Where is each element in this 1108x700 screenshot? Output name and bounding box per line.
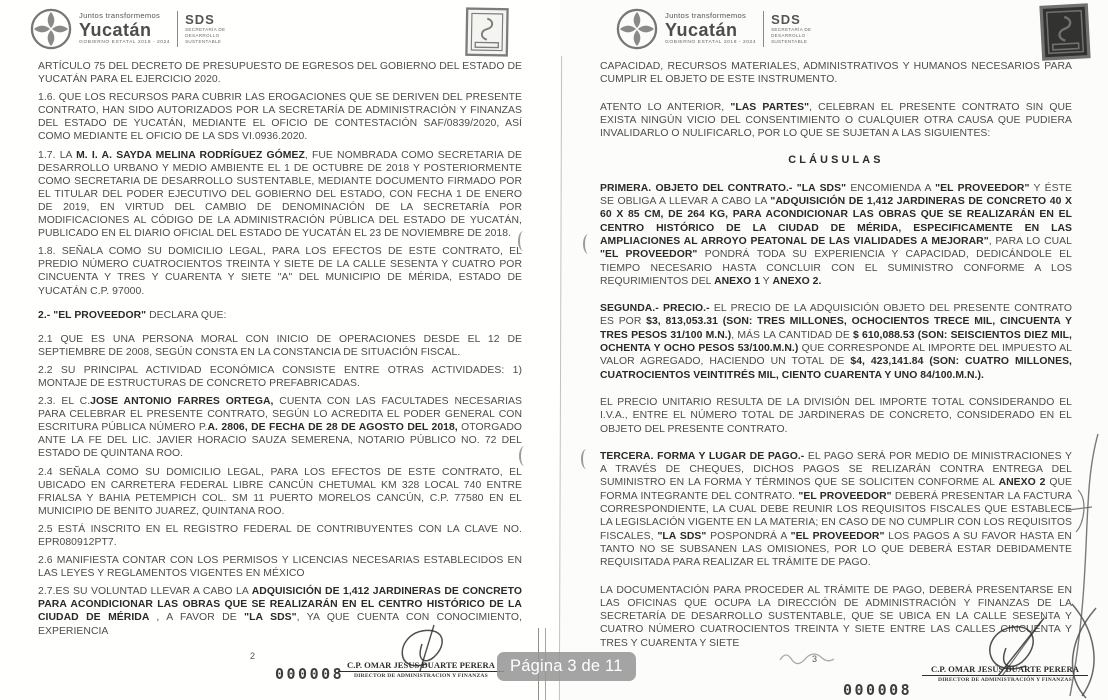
sds-block (185, 13, 225, 45)
signer-name: C.P. OMAR JESÚS DUARTE PERERA (922, 664, 1088, 676)
folio-stamp: 000008 (843, 681, 913, 699)
contract-paragraph: TERCERA. FORMA Y LUGAR DE PAGO.- EL PAGO SERÁ POR MEDIO DE MINISTRACIONES Y A TRAVÉS DE CHEQUES, DICHOS PAGOS SE RELIZARÁN CONTRA ENTREGA DEL SUMINISTRO EN LA FORMA Y TÉRMINOS QUE SE SOLICITEN CONFORME AL ANEXO 2 QUE FORMA INTEGRANTE DEL CONTRATO. "EL PROVEEDOR" DEBERÁ PRESENTAR LA FACTURA CORRESPONDIENTE, LA CUAL DEBE REUNIR LOS REQUISITOS FISCALES QUE ESTABLECE LA LEGISLACIÓN VIGENTE EN LA MATERIA; EN CASO DE NO CUMPLIR CON LOS REQUISITOS FISCALES, "LA SDS" POSPONDRÁ A "EL PROVEEDOR" LOS PAGOS A SU FAVOR HASTA EN TANTO NO SE SUBSANEN LAS OMISIONES, POR LO QUE DEBERÁ ESTAR DEBIDAMENTE REQUISITADA PARA REALIZAR EL TRÁMITE DE PAGO. (600, 450, 1072, 569)
sds-abbr: SDS (771, 12, 801, 28)
contract-paragraph: 1.7. LA M. I. A. SAYDA MELINA RODRÍGUEZ GÓMEZ, FUE NOMBRADA COMO SECRETARIA DE DESARROLLO URBANO Y MEDIO AMBIENTE EL 1 DE OCTUBRE DE 2018 Y POSTERIORMENTE COMO SECRETARIA DE DESARROLLO SUSTENTABLE, MEDIANTE DOCUMENTO FIRMADO POR EL TITULAR DEL PODER EJECUTIVO DEL GOBIERNO DEL ESTADO, CON FECHA 1 DE ENERO DE 2019, EN VIRTUD DEL CAMBIO DE DENOMINACIÓN DE LA SECRETARÍA POR MODIFICACIONES AL CÓDIGO DE LA ADMINISTRACIÓN PÚBLICA DEL ESTADO DE YUCATÁN, PUBLICADO EN EL DIARIO OFICIAL DEL ESTADO DE YUCATÁN EL 23 DE NOVIEMBRE DE 2018. (38, 149, 523, 240)
scan-mark-icon (519, 446, 530, 466)
contract-paragraph: 2.2 SU PRINCIPAL ACTIVIDAD ECONÓMICA CONSISTE ENTRE OTRAS ACTIVIDADES: 1) MONTAJE DE ESTRUCTURAS DE CONCRETO PREFABRICADAS. (38, 364, 522, 389)
signer-title: DIRECTOR DE ADMINISTRACIÓN Y FINANZAS (937, 677, 1072, 683)
sds-org-line: SECRETARÍA DE (185, 26, 226, 32)
logo-divider (763, 11, 764, 47)
sds-org-line: SUSTENTABLE (185, 39, 222, 45)
contract-paragraph: EL PRECIO UNITARIO RESULTA DE LA DIVISIÓN DEL IMPORTE TOTAL CONSIDERANDO EL I.V.A., ENTRE EL NÚMERO TOTAL DE JARDINERAS DE CONCRETO, CONSIDERADO EN EL OBJETO DEL PRESENTE CONTRATO. (600, 396, 1072, 435)
contract-paragraph: ARTÍCULO 75 DEL DECRETO DE PRESUPUESTO DE EGRESOS DEL GOBIERNO DEL ESTADO DE YUCATÁN PARA EL EJERCICIO 2020. (38, 61, 522, 86)
sds-org-line: SUSTENTABLE (771, 39, 808, 45)
brand-subline: GOBIERNO ESTATAL 2018 - 2024 (79, 39, 171, 45)
brand-subline: GOBIERNO ESTATAL 2018 - 2024 (665, 39, 757, 45)
signer-name: C.P. OMAR JESUS DUARTE PERERA (338, 660, 504, 672)
page-number: 3 (812, 654, 818, 664)
page-header (30, 8, 225, 50)
contract-paragraph: 2.7.ES SU VOLUNTAD LLEVAR A CABO LA ADQUISICIÓN DE 1,412 JARDINERAS DE CONCRETO PARA ACONDICIONAR LAS OBRAS QUE SE REALIZARÁN EN EL CENTRO HISTÓRICO DE LA CIUDAD DE MÉRIDA , A FAVOR DE "LA SDS", YA QUE CUENTA CON CONOCIMIENTO, EXPERIENCIA (38, 586, 523, 637)
contract-paragraph: 1.6. QUE LOS RECURSOS PARA CUBRIR LAS EROGACIONES QUE SE DERIVEN DEL PRESENTE CONTRATO, HAN SIDO AUTORIZADOS POR LA SECRETARÍA DE ADMINISTRACIÓN Y FINANZAS DEL ESTADO DE YUCATÁN, MEDIANTE EL OFICIO DE CONTESTACIÓN SAF/0839/2020, ASÍ COMO MEDIANTE EL OFICIO DE LA SDS VI.0936.2020. (38, 92, 522, 143)
sds-org-line: SECRETARÍA DE (771, 26, 812, 32)
signature-block (338, 624, 504, 679)
contract-paragraph: LA DOCUMENTACIÓN PARA PROCEDER AL TRÁMITE DE PAGO, DEBERÁ PRESENTARSE EN LAS OFICINAS QUE OCUPA LA DIRECCIÓN DE ADMINISTRACIÓN Y FINANZAS DE LA SECRETARÍA DE DESARROLLO SUSTENTABLE, QUE SE UBICA EN LA CALLE SESENTA Y CUATRO NÚMERO CUATROCIENTOS TREINTA Y SIETE ENTRE LAS CALLES CINCUENTA Y TRES Y CUARENTA Y SIETE (600, 584, 1072, 649)
contract-body-right (600, 60, 1072, 657)
contract-paragraph: 2.3. EL C.JOSE ANTONIO FARRES ORTEGA, CUENTA CON LAS FACULTADES NECESARIAS PARA CELEBRAR EL PRESENTE CONTRATO, SEGÚN LO ACREDITA EL PODER GENERAL CON ESCRITURA PÚBLICA NÚMERO P.A. 2806, DE FECHA DE 28 DE AGOSTO DEL 2018, OTORGADO ANTE LA FE DEL LIC. JAVIER HORACIO SAUZA SEMERENA, NOTARIO PÚBLICO NO. 72 DEL ESTADO DE QUINTANA ROO. (38, 396, 523, 460)
signer-title: DIRECTOR DE ADMINISTRACION Y FINANZAS (353, 673, 488, 679)
brand-text (665, 12, 756, 46)
folio-stamp: 000008 (275, 665, 345, 683)
contract-body-left (38, 60, 522, 643)
scan-mark-icon (518, 231, 529, 251)
signature-block (922, 616, 1088, 683)
brand-tagline: Juntos transformemos (79, 11, 161, 21)
contract-paragraph: 2.- "EL PROVEEDOR" DECLARA QUE: (38, 309, 227, 321)
brand-text (79, 12, 170, 46)
scan-mark-icon (581, 449, 592, 469)
yucatan-logo-icon (30, 8, 72, 50)
scanned-page-right (560, 0, 1108, 700)
sds-abbr: SDS (185, 12, 215, 28)
scan-mark-icon (583, 234, 594, 254)
contract-paragraph: ATENTO LO ANTERIOR, "LAS PARTES", CELEBRAN EL PRESENTE CONTRATO SIN QUE EXISTA NINGÚN VICIO DEL CONSENTIMIENTO O CUALQUIER OTRA CAUSA QUE PUDIERA INVALIDARLO O NULIFICARLO, POR LO QUE SE SUJETAN A LAS SIGUIENTES: (600, 101, 1072, 140)
brand-tagline: Juntos transformemos (665, 11, 747, 21)
official-stamp-icon (463, 7, 512, 58)
page-indicator: Página 3 de 11 (497, 652, 636, 681)
page-number: 2 (250, 651, 256, 661)
contract-paragraph: 2.1 QUE ES UNA PERSONA MORAL CON INICIO DE OPERACIONES DESDE EL 12 DE SEPTIEMBRE DE 2008, SEGÚN CONSTA EN LA CONSTANCIA DE SITUACIÓN FISCAL. (38, 333, 522, 358)
sds-block (771, 13, 811, 45)
yucatan-logo-icon (616, 8, 658, 50)
contract-paragraph: PRIMERA. OBJETO DEL CONTRATO.- "LA SDS" ENCOMIENDA A "EL PROVEEDOR" Y ÉSTE SE OBLIGA A LLEVAR A CABO LA "ADQUISICIÓN DE 1,412 JARDINERAS DE CONCRETO 40 X 60 X 85 CM, DE 264 KG, PARA ACONDICIONAR LAS OBRAS QUE SE REALIZARÁN EN EL CENTRO HISTÓRICO DE LA CIUDAD DE MÉRIDA, ESPECIFICAMENTE EN LAS AMPLIACIONES AL ARROYO PEATONAL DE LAS VIALIDADES A MEJORAR", PARA LO CUAL "EL PROVEEDOR" PONDRÁ TODA SU EXPERIENCIA Y CAPACIDAD, DEDICÁNDOLE EL TIEMPO NECESARIO HASTA CONCLUIR CON EL SUMINISTRO CONFORME A LOS REQURIMIENTOS DEL ANEXO 1 Y ANEXO 2. (600, 182, 1072, 287)
contract-paragraph: CLÁUSULAS (788, 154, 884, 167)
contract-paragraph: 1.8. SEÑALA COMO SU DOMICILIO LEGAL, PARA LOS EFECTOS DE ESTE CONTRATO, EL PREDIO NÚMERO CUATROCIENTOS TREINTA Y SIETE DE LA CALLE SESENTA Y CUATRO POR CINCUENTA Y TRES Y CUARENTA Y SIETE "A" DEL MUNICIPIO DE MÉRIDA, ESTADO DE YUCATÁN C.P. 97000. (38, 246, 522, 297)
sds-org-line: DESARROLLO (771, 33, 806, 38)
contract-paragraph: SEGUNDA.- PRECIO.- EL PRECIO DE LA ADQUISICIÓN OBJETO DEL PRESENTE CONTRATO ES POR $3, 813,053.31 (SON: TRES MILLONES, OCHOCIENTOS TRECE MIL, CINCUENTA Y TRES PESOS 31/100 M.N.), MÁS LA CANTIDAD DE $ 610,088.53 (SON: SEISCIENTOS DIEZ MIL, OCHENTA Y OCHO PESOS 53/100.M.N.) QUE CORRESPONDE AL IMPORTE DEL IMPUESTO AL VALOR AGREGADO, HACIENDO UN TOTAL DE $4, 423,141.84 (SON: CUATRO MILLONES, CUATROCIENTOS VEINTITRÉS MIL, CIENTO CUARENTA Y UNO 84/100.M.N.). (600, 303, 1072, 381)
sds-org-line: DESARROLLO (185, 33, 220, 38)
contract-paragraph: 2.5 ESTÁ INSCRITO EN EL REGISTRO FEDERAL DE CONTRIBUYENTES CON LA CLAVE NO. EPR080912PT7. (38, 523, 522, 548)
brand-name: Yucatán (79, 19, 152, 40)
contract-paragraph: 2.4 SEÑALA COMO SU DOMICILIO LEGAL, PARA LOS EFECTOS DE ESTE CONTRATO, EL UBICADO EN CARRETERA FEDERAL LIBRE CANCÚN CHETUMAL KM 328 LOCAL 740 ENTRE FRIALSA Y BAHIA PETEMPICH COL. SM 11 PUERTO MORELOS CANCÚN, C.P. 77580 EN EL MUNICIPIO DE BENITO JUAREZ, QUINTANA ROO. (38, 466, 522, 517)
page-header (616, 8, 811, 50)
official-stamp-icon (1039, 3, 1092, 62)
brand-name: Yucatán (665, 19, 738, 40)
contract-paragraph: 2.6 MANIFIESTA CONTAR CON LOS PERMISOS Y LICENCIAS NECESARIAS ESTABLECIDOS EN LAS LEYES Y REGLAMENTOS VIGENTES EN MÉXICO (38, 555, 522, 580)
logo-divider (177, 11, 178, 47)
contract-paragraph: CAPACIDAD, RECURSOS MATERIALES, ADMINISTRATIVOS Y HUMANOS NECESARIOS PARA CUMPLIR EL OBJETO DE ESTE INSTRUMENTO. (600, 61, 1072, 86)
